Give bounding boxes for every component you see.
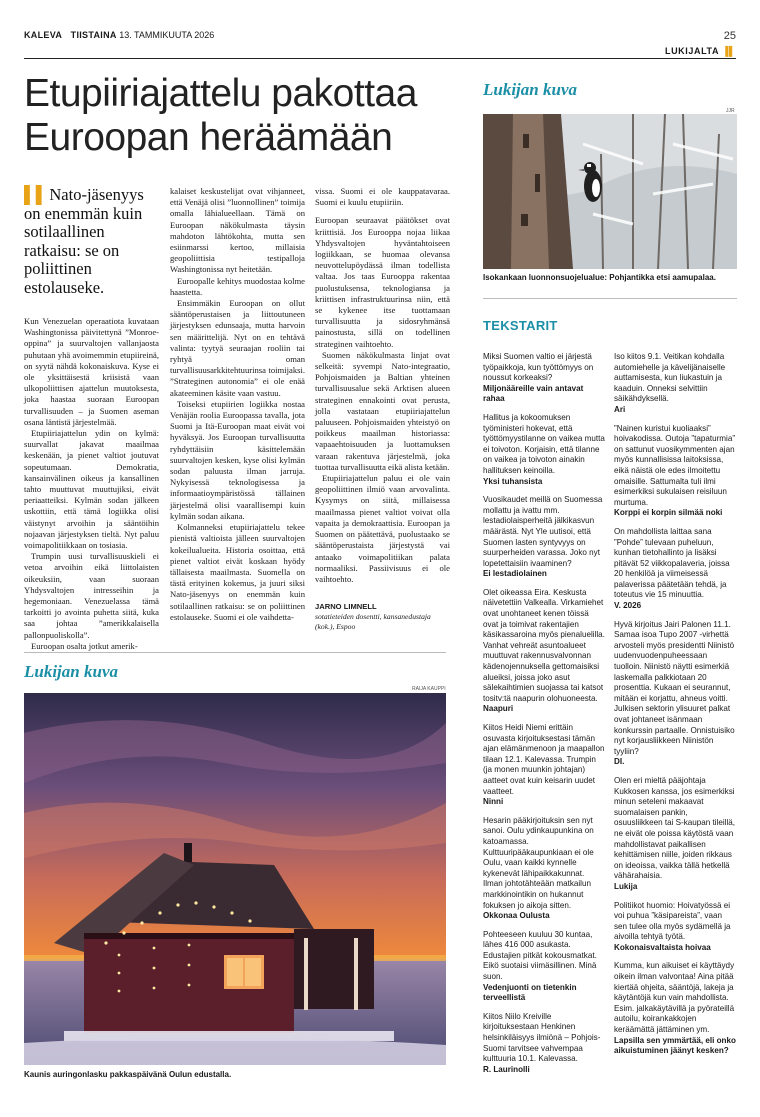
text-message: Hallitus ja kokoomuksen työministeri hokevat, että työttömyystilanne on vaikea mutta ei toivoton. Korjaisin, että tilanne on vaikea ja toivoton ainakin hallituksen keinoilla. Yksi tuhansista <box>483 412 605 486</box>
sunset-sauna-photo <box>24 693 446 1065</box>
message-signature: Ari <box>614 404 626 414</box>
photo-credit: RAIJA KAUPPI <box>412 686 446 692</box>
paper-name: KALEVA <box>24 30 63 40</box>
text-message: Olen eri mieltä pääjohtaja Kukkosen kanssa, jos esimerkiksi minun seteleni makaavat suomalaisen pankin, osuusliikkeen tai S-kaupan tileillä, ne eivät ole poissa käytöstä vaan mahdollistavat paikallisen kehittämisen niille, joiden rikkaus on ideoissa, vaikka tällä hetkellä vähärahaisia. Lukija <box>614 775 736 891</box>
author-name: JARNO LIMNELL <box>315 602 377 611</box>
tekstarit-col-right <box>614 352 737 1065</box>
reader-photo-heading: Lukijan kuva <box>24 662 118 681</box>
author-signature <box>315 602 450 632</box>
article-paragraph: Ensimmäkin Euroopan on ollut sääntöperustaisen ja liittoutuneen järjestyksen edunsaaja, mutta harvoin sen määrittelijä. Nyt on en tehtävä valinta: tyytyä seuraajan rooliin tai ryhtyä oman turvallisuusarkkitehtuurinsa toimijaksi. ”Strateginen autonomia” ei ole enää akateeminen käsite vaan vastuu. <box>170 298 305 398</box>
masthead <box>24 30 214 40</box>
message-signature: Vedenjuonti on tietenkin terveellistä <box>483 982 577 1003</box>
text-message: Iso kiitos 9.1. Veitikan kohdalla automiehelle ja kävelijänaiselle auttamisesta, kun liukastuin ja kaaduin. Onneksi selvittiin säikähdyksellä. Ari <box>614 352 726 414</box>
message-signature: Miljonääreille vain antavat rahaa <box>483 383 584 404</box>
woodpecker-image <box>483 114 737 269</box>
message-signature: Lukija <box>614 881 638 891</box>
section-marker-icon: ▐▌ <box>722 46 736 56</box>
article-paragraph: Etupiiriajattelun paluu ei ole vain geopoliittinen ilmiö vaan arvovalinta. Kysymys on siitä, millaisessa maailmassa pienet valtiot voivat olla vapaita ja demokraattisia. Euroopan ja Suomen on päätettävä, puolustaako se sääntöperustaista järjestystä vai antaako voimapolitiikan palata normaaliksi. Passiivisuus ei ole vaihtoehto. <box>315 473 450 584</box>
article-paragraph: Euroopalle kehitys muodostaa kolme haastetta. <box>170 275 305 297</box>
message-signature: V. 2026 <box>614 601 642 611</box>
message-signature: Naapuri <box>483 704 514 714</box>
text-message: Pohteeseen kuuluu 30 kuntaa, lähes 416 000 asukasta. Edustajien pitkät kokousmatkat. Eikö suotaisi viimäsillinen. Minä suon. Vedenjuonti on tietenkin terveellistä <box>483 929 597 1003</box>
article-paragraph: vissa. Suomi ei ole kauppatavaraa. Suomi ei kuulu etupiiriin. <box>315 186 450 208</box>
top-rule <box>24 58 736 59</box>
message-signature: Ninni <box>483 797 504 807</box>
article-col-1 <box>24 316 159 652</box>
article-headline: Etupiiriajattelu pakottaa Euroopan heräämään <box>24 72 417 159</box>
article-paragraph: Toiseksi etupiirien logiikka nostaa Venäjän roolia Euroopassa tavalla, jota Suomi ja Itä-Euroopan maat eivät voi hyväksyä. Jos Euroopan turvallisuutta ryhdyttäisiin käsittelemään suurvaltojen kesken, kyse olisi kylmän sodan paluusta ilman jarruja. Nykyisessä teknologisessa ja informaatioympäristössä tällainen järjestelmä olisi vaarallisempi kuin kylmän sodan aikana. <box>170 398 305 521</box>
article-lede <box>24 186 159 298</box>
article-col-2 <box>170 186 305 623</box>
article-paragraph: Trumpin uusi turvallisuuskieli ei vetoa arvoihin eikä liittolaisten oikeuksiin, vaan suoraan Yhdysvaltojen intresseihin ja hegemoniaan. Venezuelassa tämä tarkoitti jo avointa puhetta siitä, kuka saa johtaa ”amerikkalaisella pallonpuoliskolla”. <box>24 551 159 640</box>
message-signature: Ei lestadiolainen <box>483 569 547 579</box>
divider <box>24 652 446 653</box>
text-message: On mahdollista laittaa sana ”Pohde” tulevaan puheluun, kunhan tietohallinto ja lisäksi pitävät 52 viikkopalaveria, joissa 20 henkilöä ja viimeisessä palaverissa päätetään tehdä, ja toteutus vie 15 minuuttia. V. 2026 <box>614 526 730 611</box>
message-signature: Kokonaisvaltaista hoivaa <box>614 942 711 952</box>
author-title: sotatieteiden dosentti, kansanedustaja (kok.), Espoo <box>315 612 431 631</box>
photo-caption: Kaunis auringonlasku pakkaspäivänä Oulun edustalla. <box>24 1070 232 1079</box>
text-message: ”Nainen kuristui kuoliaaksi” hoivakodissa. Outoja ”tapaturmia” on sattunut vuosikymmenten ajan myös kunnallisissa laitoksissa, eikä näistä ole edes ilmoitettu omaisille. Sattumalta tuli ilmi esimerkiksi sukulaisen reisiluun murtuma. Korppi ei korpin silmää noki <box>614 423 736 518</box>
text-message: Kumma, kun aikuiset ei käyttäydy oikein ilman valvontaa! Aina pitää kiertää ohjeita, sääntöjä, lakeja ja käytäntöjä kun vain mahdollista. Esim. jalkakäytävillä ja pyörateillä autoilu, koirankakkojen keräämättä jättäminen ym. Lapsilla sen ymmärtää, eli onko aikuistuminen jäänyt kesken? <box>614 961 736 1056</box>
message-signature: Lapsilla sen ymmärtää, eli onko aikuistuminen jäänyt kesken? <box>614 1035 736 1056</box>
reader-photo-heading: Lukijan kuva <box>483 80 577 99</box>
section-label <box>665 46 736 56</box>
text-message: Hyvä kirjoitus Jairi Palonen 11.1. Samaa isoa Tupo 2007 -virhettä arvosteli myös presidentti Niinistö uudenvuodenpuheessaan tuolloin. Niinistö näytti esimerkiä laskemalla palkkiotaan 20 prosenttia. Kukaan ei seurannut, mitään ei korjattu, ahneus voitti. Julkisen sektorin ylisuuret palkat ovat johtaneet isänmaan konkurssin partaalle. Onnistuisiko nyt korjausliikkeen Niinistön tyyliin? DI. <box>614 619 735 767</box>
tekstarit-heading: TEKSTARIT <box>483 318 558 333</box>
section-name: LUKIJALTA <box>664 46 720 56</box>
text-message: Vuosikaudet meillä on Suomessa mollattu ja ivattu mm. lestadiolaisperheitä jälkikasvun määrästä. Nyt Yle uutisoi, että Suomen lasten syntyvyys on suurperheiden varassa. Joko nyt lopetettaisiin ivaaminen? Ei lestadiolainen <box>483 495 603 579</box>
message-signature: Okkonaa Oulusta <box>483 911 550 921</box>
text-message: Kiitos Heidi Niemi erittäin osuvasta kirjoituksestasi tämän ajan elämänmenoon ja maapallon tilaan 12.1. Kalevassa. Trumpin (ja monen muunkin johtajan) aatteet ovat kuin keisarin uudet vaatteet. Ninni <box>483 723 605 807</box>
message-signature: DI. <box>614 757 625 767</box>
article-paragraph: Kun Venezuelan operaatiota kuvataan Washingtonissa päivitettynä ”Monroe-oppina” ja suurvaltojen vallanjaosta puhutaan yhä avoimemmin etupiireinä, on syytä nähdä kokonaiskuva. Kyse ei ole yksittäisestä kriisistä vaan ulkopoliittisen ajattelun muutoksesta, joka haastaa suoraan Euroopan turvallisuuden – ja Suomen aseman osana läntistä järjestelmää. <box>24 316 159 427</box>
text-message: Olet oikeassa Eira. Keskusta näivetettiin Valkealla. Virkamiehet ovat unohtaneet kenen töissä ovat ja toimivat rakentajien käsikassaroina myös pienaluelilla. Vanhat vehreät asuntoalueet muuttuvat rakennusvalvonnan kädenojennuksella gettomaisiksi alueiksi, joissa joko asut sälekaihtimien suojassa tai katsot tositv:tä naapurin olohuoneesta. Naapuri <box>483 587 605 714</box>
text-message: Politiikot huomio: Hoivatyössä ei voi puhua ”käsipareista”, vaan sen tulee olla myös sydämellä ja aivoilla tehtyä työtä. Kokonaisvaltaista hoivaa <box>614 900 731 952</box>
lede-text: Nato-jäsenyys on enemmän kuin sotilaallinen ratkaisu: se on poliittinen estolauseke. <box>24 185 144 297</box>
text-message: Miksi Suomen valtio ei järjestä työpaikkoja, kun työttömyys on noussut korkeaksi? Miljonääreille vain antavat rahaa <box>483 352 594 404</box>
sauna-image <box>24 693 446 1065</box>
message-signature: R. Laurinolli <box>483 1064 530 1074</box>
text-message: Kiitos Niilo Kreiville kirjoituksestaan Henkinen helsinkiläisyys ilmiönä – Pohjois-Suomi tarvitsee vahvempaa kulttuuria 10.1. Kalevassa. R. Laurinolli <box>483 1011 601 1074</box>
page-number: 25 <box>723 30 736 42</box>
article-paragraph: Etupiiriajattelun ydin on kylmä: suurvallat jakavat maailmaa keskenään, ja pienet valtiot joutuvat sopeutumaan. Demokratia, kansainvälinen oikeus ja kansallinen tahto muuttuvat muuttujiksi, eivät periaatteiksi. Kylmän sodan jälkeen uskottiin, että tämä logiikka olisi väistynyt arvoihin ja sääntöihin nojaavan järjestyksen tieltä. Nyt paluu voimapolitiikkaan on tosiasia. <box>24 428 159 551</box>
tekstarit-col-left <box>483 352 605 1083</box>
text-message: Hesarin pääkirjoituksin sen nyt sanoi. Oulu ydinkaupunkina on katoamassa. Kulttuuripääkaupunkiaan ei ole Oulu, vaan kaikki kynnelle kykenevät lähipaikkakunnat. Ilman johtotähteään matkailun markkinointikin on hukannut fokuksen jo aikoja sitten. Okkonaa Oulusta <box>483 815 594 921</box>
photo-credit: JJR <box>726 108 735 114</box>
article-paragraph: kalaiset keskustelijat ovat vihjanneet, että Venäjä olisi ”luonnollinen” toimija omalla lähialueellaan. Tämä on Euroopan näkökulmasta täysin mahdoton lähtökohta, mutta sen esiinmarssi kertoo, millaisia geopoliittisia testipalloja Washingtonissa nyt heitetään. <box>170 186 305 275</box>
message-signature: Yksi tuhansista <box>483 476 543 486</box>
article-paragraph: Suomen näkökulmasta linjat ovat selkeitä: syvempi Nato-integraatio, Pohjoismaiden ja Baltian yhteinen turvallisuusalue sekä Arktisen alueen strateginen ennakointi ovat perusta, jolla vastataan etupiiriajattelun paluuseen. Pohjoismaiden yhteistyö on poikkeus maailman historiassa: vapaaehtoisuuden ja luottamuksen varaan rakentuva järjestelmä, joka tuottaa turvallisuutta eikä alista ketään. <box>315 349 450 472</box>
masthead-day: TIISTAINA <box>70 30 117 40</box>
divider <box>483 298 737 299</box>
article-col-3 <box>315 186 450 585</box>
photo-caption: Isokankaan luonnonsuojelualue: Pohjantikka etsi aamupalaa. <box>483 273 716 282</box>
woodpecker-photo <box>483 114 737 269</box>
masthead-date: 13. TAMMIKUUTA 2026 <box>119 30 215 40</box>
article-paragraph: Euroopan seuraavat päätökset ovat kriittisiä. Jos Eurooppa nojaa liikaa Yhdysvaltojen hyväntahtoiseen logiikkaan, se huomaa olevansa neuvottelupöydässä ilman todellista valtaa. Jos taas Eurooppa rakentaa puolustuksensa, teknologiansa ja kriittisen infrastruktuurinsa niin, että se kykenee itse tuottamaan turvallisuutta ja sidosryhmänsä painostusta, sillä on todellinen strateginen vaihtoehto. <box>315 215 450 349</box>
message-signature: Korppi ei korpin silmää noki <box>614 508 723 518</box>
article-paragraph: Kolmanneksi etupiiriajattelu tekee pienistä valtioista jälleen suurvaltojen kokeilualueita. Historia osoittaa, että pienet valtiot eivät koskaan hyödy tällaisesta maailmasta. Suomella on tästä erityinen kokemus, ja juuri siksi Nato-jäsenyys on enemmän kuin sotilaallinen ratkaisu: se on poliittinen estolauseke. Suomi ei ole vaihdetta- <box>170 522 305 622</box>
lede-marker-icon: ▌▌ <box>24 186 48 204</box>
article-paragraph: Euroopan osalta jotkut amerik- <box>31 640 138 651</box>
